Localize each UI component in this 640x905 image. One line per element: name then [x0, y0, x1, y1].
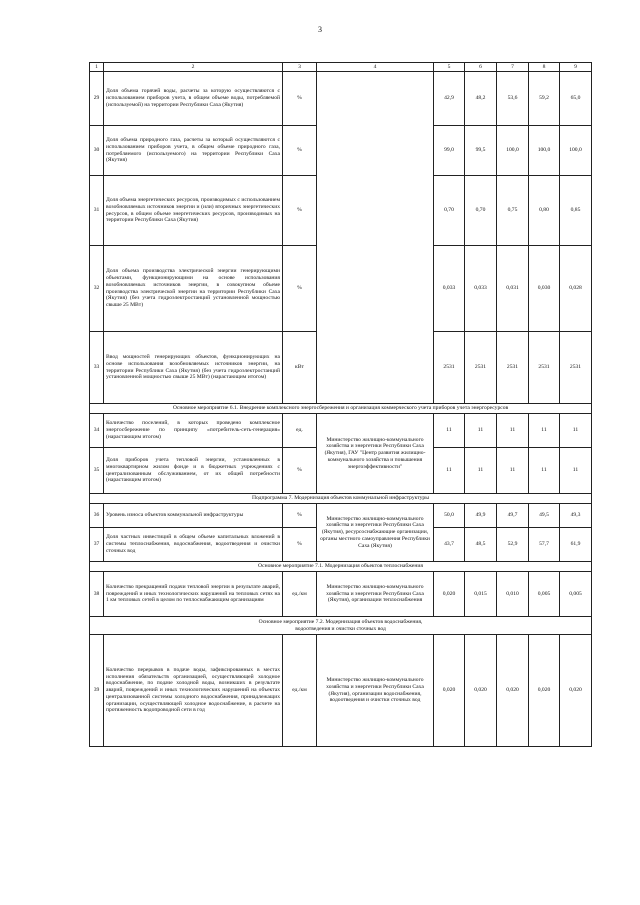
- unit-cell: %: [283, 528, 317, 562]
- value-cell: 0,75: [497, 176, 529, 246]
- value-cell: 57,7: [529, 528, 560, 562]
- value-cell: 42,9: [434, 72, 465, 126]
- table-row: [90, 635, 592, 747]
- value-cell: 100,0: [529, 126, 560, 176]
- unit-cell: ед./км: [283, 635, 317, 747]
- value-cell: 99,5: [465, 126, 497, 176]
- row-number: 31: [90, 176, 104, 246]
- value-cell: 11: [434, 414, 465, 448]
- value-cell: 2531: [529, 332, 560, 404]
- value-cell: 11: [560, 414, 592, 448]
- table-body: [90, 63, 592, 747]
- value-cell: 0,020: [434, 572, 465, 617]
- value-cell: 11: [465, 414, 497, 448]
- value-cell: 0,028: [560, 246, 592, 332]
- value-cell: 100,0: [497, 126, 529, 176]
- executor-cell: Министерство жилищно-коммунального хозяйства и энергетики Республики Саха (Якутия), ГАУ "Центр развития жилищно-коммунального хозяйства и повышения энергоэффективности": [317, 414, 434, 494]
- value-cell: 11: [497, 448, 529, 494]
- value-cell: 0,010: [497, 572, 529, 617]
- value-cell: 0,005: [529, 572, 560, 617]
- section-row: [90, 494, 592, 504]
- value-cell: 11: [434, 448, 465, 494]
- indicator-name: Доля объема горячей воды, расчеты за которую осуществляются с использованием приборов учета, в общем объеме воды, потребляемой (используемой) на территории Республики Саха (Якутия): [104, 72, 283, 126]
- row-number: 35: [90, 448, 104, 494]
- value-cell: 2531: [560, 332, 592, 404]
- value-cell: 50,0: [434, 504, 465, 528]
- table-row: [90, 572, 592, 617]
- value-cell: 0,020: [529, 635, 560, 747]
- value-cell: 0,030: [529, 246, 560, 332]
- unit-cell: ед./км: [283, 572, 317, 617]
- column-number-row: [90, 63, 592, 72]
- row-number: 30: [90, 126, 104, 176]
- indicator-name: Количество перерывов в подаче воды, зафиксированных в местах исполнения обязательств организацией, осуществляющей холодное водоснабжение, по подаче холодной воды, возникших в результате аварий, повреждений и иных технологических нарушений на объектах централизованной системы холодного водоснабжения, принадлежащих организации, осуществляющей холодное водоснабжение, в расчете на протяженность водопроводной сети в год: [104, 635, 283, 747]
- table-row: [90, 72, 592, 126]
- row-number: 32: [90, 246, 104, 332]
- executor-cell-empty: [317, 72, 434, 404]
- value-cell: 49,7: [497, 504, 529, 528]
- value-cell: 0,020: [560, 635, 592, 747]
- table-row: [90, 414, 592, 448]
- value-cell: 0,70: [465, 176, 497, 246]
- value-cell: 11: [529, 448, 560, 494]
- row-number: 39: [90, 635, 104, 747]
- indicators-table: [89, 62, 592, 747]
- value-cell: 49,9: [465, 504, 497, 528]
- value-cell: 43,7: [434, 528, 465, 562]
- unit-cell: %: [283, 504, 317, 528]
- table-row: [90, 504, 592, 528]
- value-cell: 59,2: [529, 72, 560, 126]
- value-cell: 52,9: [497, 528, 529, 562]
- row-number: 29: [90, 72, 104, 126]
- indicator-name: Доля объема энергетических ресурсов, производимых с использованием возобновляемых источников энергии и (или) вторичных энергетических ресурсов, в общем объеме энергетических ресурсов, производимых на территории Республики Саха (Якутия): [104, 176, 283, 246]
- indicator-name: Уровень износа объектов коммунальной инфраструктуры: [104, 504, 283, 528]
- unit-cell: %: [283, 176, 317, 246]
- page-number: 3: [318, 25, 322, 34]
- value-cell: 0,015: [465, 572, 497, 617]
- value-cell: 11: [497, 414, 529, 448]
- section-title-line: Основное мероприятие 7.2. Модернизация объектов водоснабжения,: [258, 618, 423, 625]
- value-cell: 100,0: [560, 126, 592, 176]
- unit-cell: %: [283, 72, 317, 126]
- section-title-line: водоотведения и очистки сточных вод: [295, 625, 386, 632]
- value-cell: 49,5: [529, 504, 560, 528]
- value-cell: 49,3: [560, 504, 592, 528]
- value-cell: 0,020: [465, 635, 497, 747]
- value-cell: 2531: [465, 332, 497, 404]
- value-cell: 0,005: [560, 572, 592, 617]
- executor-cell: Министерство жилищно-коммунального хозяйства и энергетики Республики Саха (Якутия), ресурсоснабжающие организации, органы местного самоуправления Республики Саха (Якутия): [317, 504, 434, 562]
- row-number: 37: [90, 528, 104, 562]
- value-cell: 0,031: [497, 246, 529, 332]
- column-number: 5: [434, 63, 465, 72]
- unit-cell: %: [283, 246, 317, 332]
- executor-cell: Министерство жилищно-коммунального хозяйства и энергетики Республики Саха (Якутия), организации теплоснабжения: [317, 572, 434, 617]
- value-cell: 2531: [497, 332, 529, 404]
- indicator-name: Количество поселений, в которых проведено комплексное энергосбережение по принципу «потребитель-сеть-генерация» (нарастающим итогом): [104, 414, 283, 448]
- value-cell: 0,70: [434, 176, 465, 246]
- value-cell: 0,85: [560, 176, 592, 246]
- unit-cell: кВт: [283, 332, 317, 404]
- unit-cell: %: [283, 448, 317, 494]
- row-number: 36: [90, 504, 104, 528]
- value-cell: 48,2: [465, 72, 497, 126]
- value-cell: 11: [560, 448, 592, 494]
- value-cell: 11: [465, 448, 497, 494]
- indicator-name: Доля объема производства электрической энергии генерирующими объектами, функционирующими на основе использования возобновляемых источников энергии, в совокупном объеме производства электрической энергии на территории Республики Саха (Якутия) (без учета гидроэлектростанций установленной мощностью свыше 25 МВт): [104, 246, 283, 332]
- column-number: 9: [560, 63, 592, 72]
- row-number: 33: [90, 332, 104, 404]
- section-title: Основное мероприятие 7.1. Модернизация объектов теплоснабжения: [90, 562, 592, 572]
- value-cell: 11: [529, 414, 560, 448]
- indicator-name: Доля приборов учета тепловой энергии, установленных в многоквартирном жилом фонде и в бюджетных учреждениях с централизованным обслуживанием, от их общей потребности (нарастающим итогом): [104, 448, 283, 494]
- value-cell: 0,020: [434, 635, 465, 747]
- value-cell: 99,0: [434, 126, 465, 176]
- unit-cell: %: [283, 126, 317, 176]
- value-cell: 2531: [434, 332, 465, 404]
- value-cell: 0,033: [434, 246, 465, 332]
- value-cell: 53,6: [497, 72, 529, 126]
- section-row: [90, 617, 592, 635]
- value-cell: 0,80: [529, 176, 560, 246]
- indicator-name: Доля объема природного газа, расчеты за который осуществляются с использованием приборов учета, в общем объеме природного газа, потребляемого (используемого) на территории Республики Саха (Якутия): [104, 126, 283, 176]
- column-number: 8: [529, 63, 560, 72]
- unit-cell: ед.: [283, 414, 317, 448]
- value-cell: 48,5: [465, 528, 497, 562]
- executor-cell: Министерство жилищно-коммунального хозяйства и энергетики Республики Саха (Якутия), организации водоснабжения, водоотведения и очистки сточных вод: [317, 635, 434, 747]
- column-number: 2: [104, 63, 283, 72]
- column-number: 1: [90, 63, 104, 72]
- section-row: [90, 404, 592, 414]
- indicator-name: Ввод мощностей генерирующих объектов, функционирующих на основе использования возобновляемых источников энергии, на территории Республики Саха (Якутия) (без учета гидроэлектростанций установленной мощностью свыше 25 МВт) (нарастающим итогом): [104, 332, 283, 404]
- value-cell: 0,020: [497, 635, 529, 747]
- section-title: [90, 617, 592, 635]
- section-title: Основное мероприятие 6.1. Внедрение комплексного энергосбережения и организация коммерческого учета приборов учета энергоресурсов: [90, 404, 592, 414]
- column-number: 4: [317, 63, 434, 72]
- value-cell: 65,0: [560, 72, 592, 126]
- column-number: 3: [283, 63, 317, 72]
- row-number: 34: [90, 414, 104, 448]
- column-number: 6: [465, 63, 497, 72]
- row-number: 38: [90, 572, 104, 617]
- indicator-name: Количество прекращений подачи тепловой энергии в результате аварий, повреждений и иных технологических нарушений на тепловых сетях на 1 км тепловых сетей в целом по теплоснабжающим организациям: [104, 572, 283, 617]
- value-cell: 61,9: [560, 528, 592, 562]
- section-row: [90, 562, 592, 572]
- column-number: 7: [497, 63, 529, 72]
- value-cell: 0,033: [465, 246, 497, 332]
- indicator-name: Доля частных инвестиций в общем объеме капитальных вложений в системы теплоснабжения, водоснабжения, водоотведения и очистки сточных вод: [104, 528, 283, 562]
- section-title: Подпрограмма 7. Модернизация объектов коммунальной инфраструктуры: [90, 494, 592, 504]
